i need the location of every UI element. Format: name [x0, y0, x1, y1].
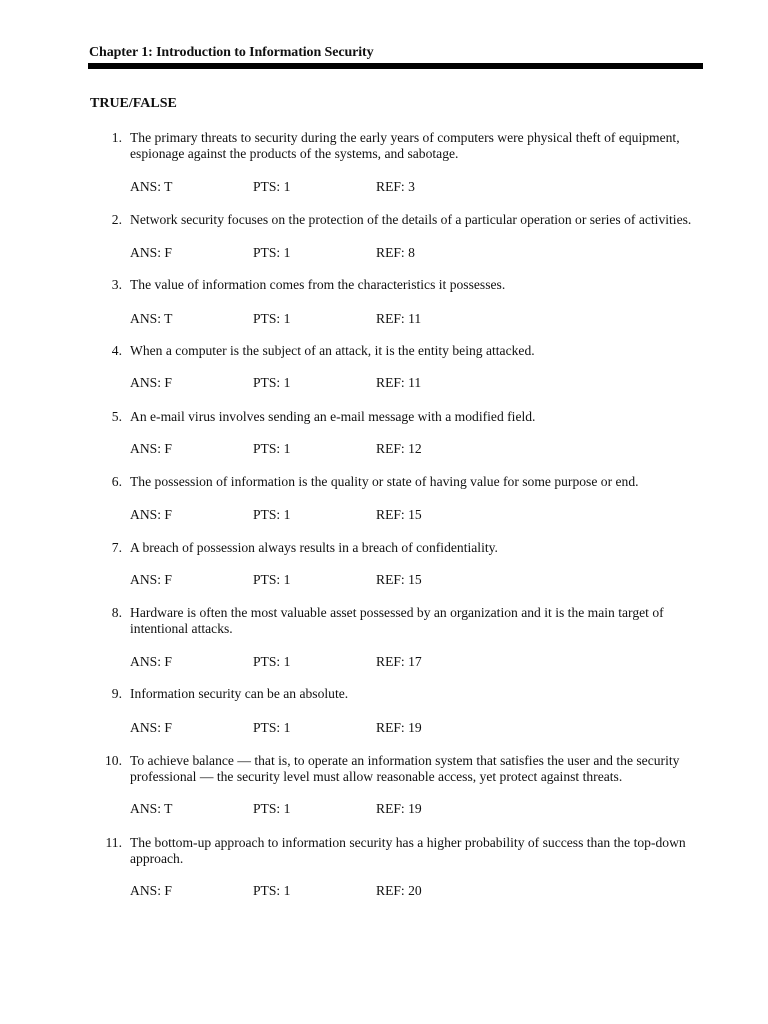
question-number: 6. — [111, 474, 122, 489]
question-number: 9. — [111, 686, 122, 701]
question-text: The bottom-up approach to information security has a higher probability of success than the top-down approach. — [130, 835, 686, 866]
answer-value: ANS: T — [130, 801, 173, 816]
chapter-title: Chapter 1: Introduction to Information Security — [89, 45, 374, 60]
answer-line — [130, 720, 730, 736]
answer-value: ANS: F — [130, 375, 172, 390]
answer-value: ANS: F — [130, 654, 172, 669]
reference-value: REF: 20 — [376, 883, 422, 898]
answer-value: ANS: F — [130, 245, 172, 260]
points-value: PTS: 1 — [253, 441, 291, 456]
answer-value: ANS: F — [130, 441, 172, 456]
answer-line — [130, 801, 730, 817]
points-value: PTS: 1 — [253, 507, 291, 522]
points-value: PTS: 1 — [253, 245, 291, 260]
question-text: The primary threats to security during the early years of computers were physical theft of equipment, espionage against the products of the systems, and sabotage. — [130, 130, 680, 161]
question-number: 8. — [111, 605, 122, 620]
answer-value: ANS: F — [130, 720, 172, 735]
question-number: 5. — [111, 409, 122, 424]
answer-line — [130, 654, 730, 670]
question-text: Network security focuses on the protection of the details of a particular operation or series of activities. — [130, 212, 692, 227]
answer-value: ANS: F — [130, 507, 172, 522]
question-text: The possession of information is the quality or state of having value for some purpose or end. — [130, 474, 639, 489]
question-number: 1. — [111, 130, 122, 145]
reference-value: REF: 11 — [376, 311, 422, 326]
points-value: PTS: 1 — [253, 311, 291, 326]
points-value: PTS: 1 — [253, 375, 291, 390]
question-number: 4. — [111, 343, 122, 358]
question-number: 11. — [105, 835, 122, 850]
question-number: 2. — [111, 212, 122, 227]
reference-value: REF: 11 — [376, 375, 422, 390]
question-number: 7. — [111, 540, 122, 555]
answer-line — [130, 572, 730, 588]
question-text: An e-mail virus involves sending an e-mail message with a modified field. — [130, 409, 536, 424]
reference-value: REF: 17 — [376, 654, 422, 669]
points-value: PTS: 1 — [253, 720, 291, 735]
answer-line — [130, 179, 730, 195]
answer-line — [130, 507, 730, 523]
question-number: 3. — [111, 277, 122, 292]
points-value: PTS: 1 — [253, 801, 291, 816]
question-text: When a computer is the subject of an attack, it is the entity being attacked. — [130, 343, 535, 358]
header-rule — [88, 63, 703, 69]
answer-value: ANS: F — [130, 572, 172, 587]
answer-line — [130, 245, 730, 261]
question-text: Hardware is often the most valuable asset possessed by an organization and it is the main target of intentional attacks. — [130, 605, 664, 636]
question-text: A breach of possession always results in a breach of confidentiality. — [130, 540, 498, 555]
question-text: The value of information comes from the characteristics it possesses. — [130, 277, 506, 292]
answer-line — [130, 375, 730, 391]
answer-line — [130, 883, 730, 899]
reference-value: REF: 8 — [376, 245, 415, 260]
points-value: PTS: 1 — [253, 654, 291, 669]
reference-value: REF: 19 — [376, 720, 422, 735]
reference-value: REF: 3 — [376, 179, 415, 194]
section-heading: TRUE/FALSE — [90, 96, 177, 111]
answer-line — [130, 311, 730, 327]
question-number: 10. — [105, 753, 122, 768]
question-text: Information security can be an absolute. — [130, 686, 349, 701]
question-text: To achieve balance — that is, to operate an information system that satisfies the user and the security professional — the security level must allow reasonable access, yet protect against threats. — [130, 753, 680, 784]
points-value: PTS: 1 — [253, 572, 291, 587]
reference-value: REF: 15 — [376, 572, 422, 587]
points-value: PTS: 1 — [253, 179, 291, 194]
reference-value: REF: 19 — [376, 801, 422, 816]
answer-value: ANS: F — [130, 883, 172, 898]
reference-value: REF: 15 — [376, 507, 422, 522]
answer-value: ANS: T — [130, 179, 173, 194]
reference-value: REF: 12 — [376, 441, 422, 456]
answer-line — [130, 441, 730, 457]
points-value: PTS: 1 — [253, 883, 291, 898]
answer-value: ANS: T — [130, 311, 173, 326]
